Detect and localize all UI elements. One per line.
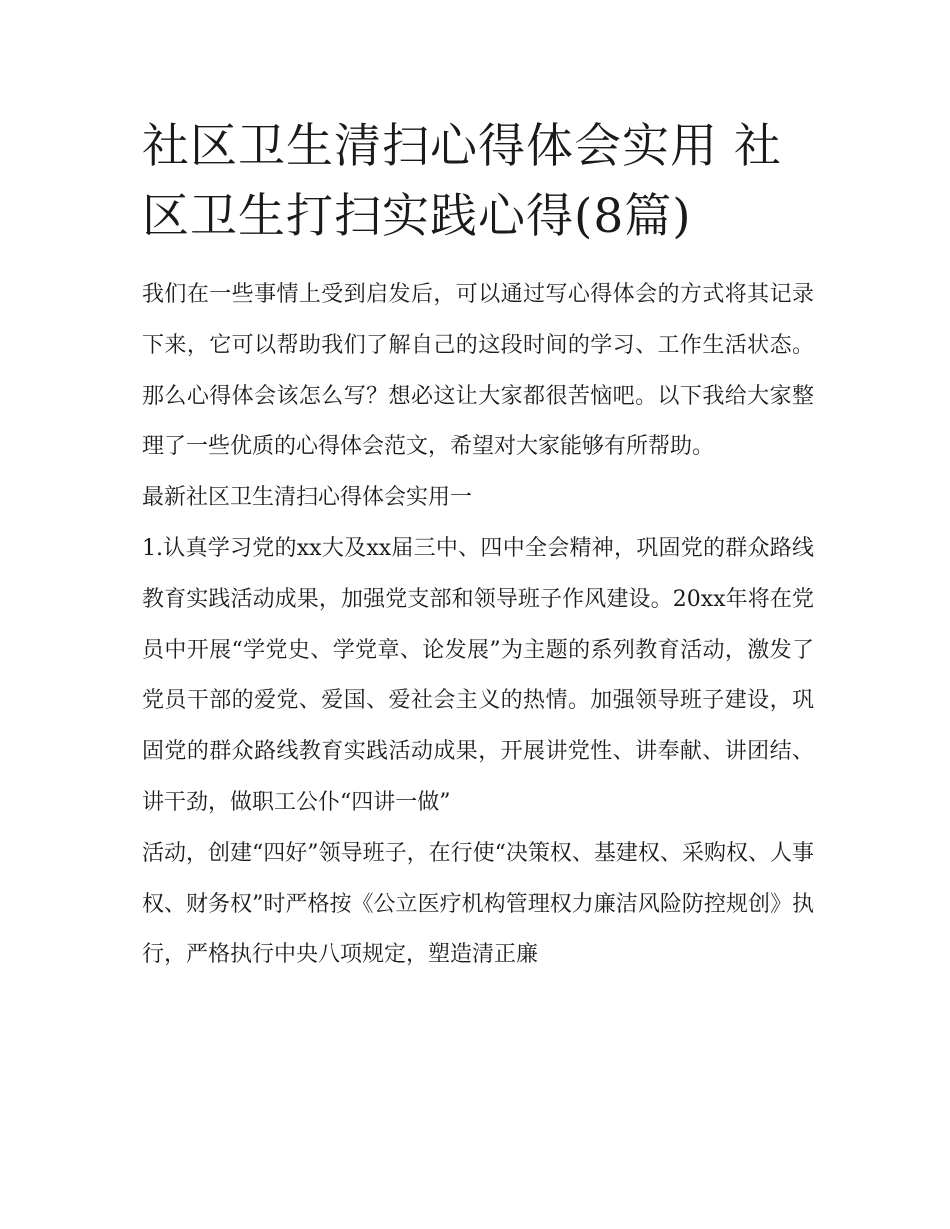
intro-paragraph: 我们在一些事情上受到启发后，可以通过写心得体会的方式将其记录下来，它可以帮助我们了解自己的这段时间的学习、工作生活状态。那么心得体会该怎么写？想必这让大家都很苦恼吧。以下我给大家整理了一些优质的心得体会范文，希望对大家能够有所帮助。	[142, 282, 814, 460]
document-title: 社区卫生清扫心得体会实用 社区卫生打扫实践心得(8篇)	[142, 119, 782, 244]
document-page	[142, 112, 814, 981]
section-heading: 最新社区卫生清扫心得体会实用一	[142, 485, 473, 511]
document-body	[142, 270, 814, 981]
body-paragraph: 活动，创建“四好”领导班子，在行使“决策权、基建权、采购权、人事权、财务权”时严格按《公立医疗机构管理权力廉洁风险防控规创》执行，严格执行中央八项规定，塑造清正廉	[142, 840, 814, 968]
body-paragraph: 1.认真学习党的xx大及xx届三中、四中全会精神，巩固党的群众路线教育实践活动成果，加强党支部和领导班子作风建设。20xx年将在党员中开展“学党史、学党章、论发展”为主题的系列教育活动，激发了党员干部的爱党、爱国、爱社会主义的热情。加强领导班子建设，巩固党的群众路线教育实践活动成果，开展讲党性、讲奉献、讲团结、讲干劲，做职工公仆“四讲一做”	[142, 535, 814, 815]
